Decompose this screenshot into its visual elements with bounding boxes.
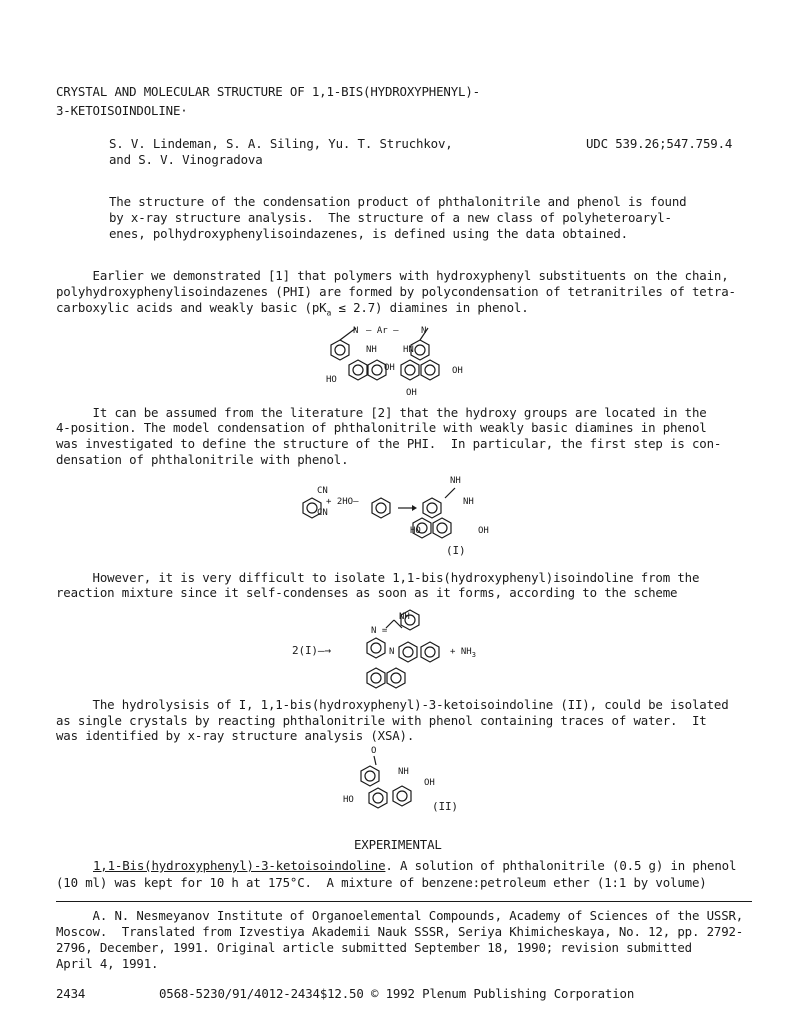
udc-code: UDC 539.26;547.759.4 [586, 136, 733, 151]
section-heading-experimental: EXPERIMENTAL [354, 837, 442, 852]
s1-ho: HO [326, 375, 337, 385]
s3-nh-top: NH [399, 612, 410, 622]
authors-line-1: S. V. Lindeman, S. A. Siling, Yu. T. Struchkov, [109, 136, 453, 151]
para1-line-2: polyhydroxyphenylisoindazenes (PHI) are formed by polycondensation of tetranitriles of tetra- [56, 284, 736, 299]
para3-line-2: reaction mixture since it self-condenses as soon as it forms, according to the scheme [56, 585, 678, 600]
s4-label: (II) [432, 800, 458, 813]
pka-subscript: a [326, 308, 332, 318]
authors-line-2: and S. V. Vinogradova [109, 152, 263, 167]
page-number: 2434 [56, 986, 86, 1001]
para2-line-1: It can be assumed from the literature [2] that the hydroxy groups are located in the [56, 405, 707, 420]
s1-nh-right: HN [403, 345, 414, 355]
publisher-line: 0568-5230/91/4012-2434$12.50 © 1992 Plenum Publishing Corporation [159, 986, 635, 1001]
s1-n-left: N [353, 326, 359, 336]
para4-line-1: The hydrolysisis of I, 1,1-bis(hydroxyphenyl)-3-ketoisoindoline (II), could be isolated [56, 697, 729, 712]
s2-nh-top: NH [450, 476, 461, 486]
s4-nh: NH [398, 767, 409, 777]
s2-reagent: + 2HO— [326, 497, 359, 507]
para2-line-3: was investigated to define the structure of the PHI. In particular, the first step is con- [56, 436, 722, 451]
footnote-line-4: April 4, 1991. [56, 956, 159, 971]
scheme-2-rings [300, 480, 500, 550]
s4-ho: HO [343, 795, 354, 805]
abstract-line-2: by x-ray structure analysis. The structure of a new class of polyheteroaryl- [109, 210, 672, 225]
s2-ho: HO [410, 526, 421, 536]
s2-label: (I) [446, 544, 466, 557]
s2-nh: NH [463, 497, 474, 507]
s1-oh-right: OH [452, 366, 463, 376]
para3-line-1: However, it is very difficult to isolate 1,1-bis(hydroxyphenyl)isoindoline from the [56, 570, 700, 585]
s2-cn-bottom: CN [317, 508, 328, 518]
footnote-line-3: 2796, December, 1991. Original article submitted September 18, 1990; revision submitted [56, 940, 692, 955]
experimental-line-1: 1,1-Bis(hydroxyphenyl)-3-ketoisoindoline. A solution of phthalonitrile (0.5 g) in phenol [56, 858, 736, 874]
para4-line-3: was identified by x-ray structure analysis (XSA). [56, 728, 415, 743]
para1-line-1: Earlier we demonstrated [1] that polymers with hydroxyphenyl substituents on the chain, [56, 268, 729, 283]
s3-n: N [389, 647, 395, 657]
s2-oh: OH [478, 526, 489, 536]
para1-line-3: carboxylic acids and weakly basic $(pK_a \le 2.7)$ diamines in phenol. [56, 300, 529, 318]
s1-n-right: N [421, 326, 427, 336]
abstract-line-3: enes, polhydroxyphenylisoindazenes, is defined using the data obtained. [109, 226, 628, 241]
s2-cn-top: CN [317, 486, 328, 496]
experimental-line-2: (10 ml) was kept for 10 h at 175°C. A mixture of benzene:petroleum ether (1:1 by volume) [56, 875, 707, 890]
para4-line-2: as single crystals by reacting phthalonitrile with phenol containing traces of water. It [56, 713, 707, 728]
footnote-line-1: A. N. Nesmeyanov Institute of Organoelemental Compounds, Academy of Sciences of the USSR, [56, 908, 744, 923]
experimental-lead: 1,1-Bis(hydroxyphenyl)-3-ketoisoindoline [93, 858, 386, 873]
scheme-1-rings [320, 318, 490, 398]
title-line-1: CRYSTAL AND MOLECULAR STRUCTURE OF 1,1-BIS(HYDROXYPHENYL)- [56, 84, 480, 99]
abstract-line-1: The structure of the condensation product of phthalonitrile and phenol is found [109, 194, 687, 209]
s1-nh-left: NH [366, 345, 377, 355]
s1-oh-mid: OH [384, 363, 395, 373]
s3-product-sub: 3 [471, 650, 476, 659]
s4-oh: OH [424, 778, 435, 788]
footnote-line-2: Moscow. Translated from Izvestiya Akademii Nauk SSSR, Seriya Khimicheskaya, No. 12, pp. 2792- [56, 924, 744, 939]
s3-product: + $NH_3$ [450, 647, 476, 659]
s3-start: 2(I)—→ [292, 644, 331, 657]
para2-line-2: 4-position. The model condensation of phthalonitrile with weakly basic diamines in phenol [56, 420, 707, 435]
para2-line-4: densation of phthalonitrile with phenol. [56, 452, 349, 467]
s1-oh-bottom: OH [406, 388, 417, 398]
s4-o: O [371, 746, 377, 756]
s1-ar: — Ar — [366, 326, 399, 336]
title-line-2: 3-KETOISOINDOLINE· [56, 103, 188, 118]
s3-n-eq: N = [371, 626, 388, 636]
footnote-divider [56, 901, 752, 902]
